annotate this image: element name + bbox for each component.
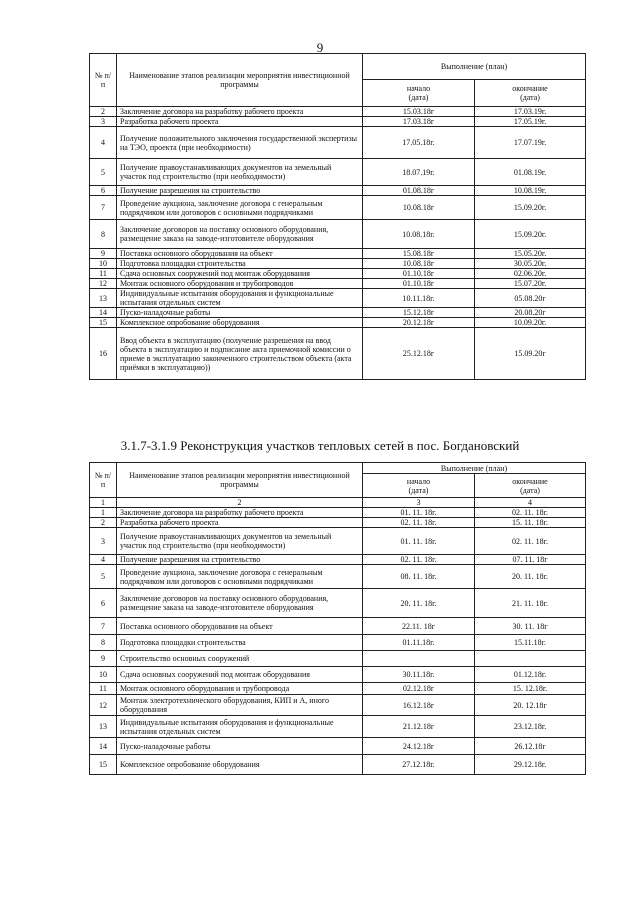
row-stage-name: Монтаж основного оборудования и трубопровода xyxy=(117,683,363,695)
row-start-date: 01.10.18г xyxy=(363,269,475,279)
row-number: 3 xyxy=(90,528,117,555)
row-end-date: 26.12.18г xyxy=(475,738,586,755)
schedule-table-1 xyxy=(89,53,586,380)
header-exec: Выполнение (план) xyxy=(363,54,586,80)
row-end-date: 15.09.20г xyxy=(475,328,586,380)
row-end-date: 02. 11. 18г. xyxy=(475,508,586,518)
table-row xyxy=(90,259,586,269)
table-row xyxy=(90,289,586,308)
table-row xyxy=(90,618,586,635)
row-stage-name: Получение разрешения на строительство xyxy=(117,555,363,565)
row-start-date: 15.12.18г xyxy=(363,308,475,318)
table-row xyxy=(90,635,586,651)
row-end-date: 15.11.18г. xyxy=(475,635,586,651)
row-stage-name: Подготовка площадки строительства xyxy=(117,635,363,651)
row-start-date: 20. 11. 18г. xyxy=(363,589,475,618)
row-end-date: 10.09.20г. xyxy=(475,318,586,328)
row-start-date: 30.11.18г. xyxy=(363,667,475,683)
header-exec: Выполнение (план) xyxy=(363,463,586,474)
header-end: окончание (дата) xyxy=(475,80,586,107)
row-number: 2 xyxy=(90,107,117,117)
row-end-date: 02.06.20г. xyxy=(475,269,586,279)
table-row xyxy=(90,159,586,186)
row-number: 13 xyxy=(90,289,117,308)
row-number: 9 xyxy=(90,249,117,259)
row-start-date: 01.08.18г xyxy=(363,186,475,196)
table-row xyxy=(90,695,586,716)
row-stage-name: Разработка рабочего проекта xyxy=(117,518,363,528)
row-end-date: 15. 11. 18г. xyxy=(475,518,586,528)
row-stage-name: Ввод объекта в эксплуатацию (получение разрешения на ввод объекта в эксплуатацию и подписание акта приемочной комиссии о приеме в эксплуатацию законченного строительством объекта (акта приёмки в эксплуатацию)) xyxy=(117,328,363,380)
table-row xyxy=(90,565,586,589)
row-stage-name: Сдача основных сооружений под монтаж оборудования xyxy=(117,667,363,683)
row-start-date: 17.05.18г. xyxy=(363,127,475,159)
header-start: начало (дата) xyxy=(363,474,475,498)
table-row xyxy=(90,667,586,683)
row-end-date: 15.09.20г. xyxy=(475,196,586,220)
row-end-date: 05.08.20г xyxy=(475,289,586,308)
row-end-date: 10.08.19г. xyxy=(475,186,586,196)
row-number: 10 xyxy=(90,259,117,269)
row-number: 3 xyxy=(90,117,117,127)
row-stage-name: Строительство основных сооружений xyxy=(117,651,363,667)
row-number: 8 xyxy=(90,635,117,651)
table-row xyxy=(90,279,586,289)
row-start-date: 02.12.18г xyxy=(363,683,475,695)
row-end-date: 20. 12.18г xyxy=(475,695,586,716)
row-start-date: 15.03.18г xyxy=(363,107,475,117)
row-start-date: 24.12.18г xyxy=(363,738,475,755)
row-number: 5 xyxy=(90,565,117,589)
row-start-date xyxy=(363,651,475,667)
row-end-date: 01.12.18г. xyxy=(475,667,586,683)
row-number: 7 xyxy=(90,618,117,635)
row-end-date xyxy=(475,651,586,667)
row-stage-name: Проведение аукциона, заключение договора с генеральным подрядчиком или договоров с основными подрядчиками xyxy=(117,565,363,589)
row-stage-name: Пуско-наладочные работы xyxy=(117,738,363,755)
header-start: начало (дата) xyxy=(363,80,475,107)
row-end-date: 20. 11. 18г. xyxy=(475,565,586,589)
row-start-date: 02. 11. 18г. xyxy=(363,518,475,528)
row-end-date: 30. 11. 18г xyxy=(475,618,586,635)
header-name: Наименование этапов реализации мероприятия инвестиционной программы xyxy=(117,463,363,498)
table-row xyxy=(90,249,586,259)
row-number: 11 xyxy=(90,269,117,279)
row-stage-name: Поставка основного оборудования на объект xyxy=(117,618,363,635)
table-row xyxy=(90,117,586,127)
row-end-date: 15.05.20г. xyxy=(475,249,586,259)
schedule-table-2 xyxy=(89,462,586,775)
row-number: 11 xyxy=(90,683,117,695)
table-row xyxy=(90,196,586,220)
table-row xyxy=(90,127,586,159)
table-row xyxy=(90,755,586,775)
row-start-date: 01.10.18г xyxy=(363,279,475,289)
row-end-date: 15.09.20г. xyxy=(475,220,586,249)
header-end: окончание (дата) xyxy=(475,474,586,498)
row-start-date: 10.08.18г xyxy=(363,259,475,269)
row-number: 2 xyxy=(90,518,117,528)
header-num: № п/п xyxy=(90,463,117,498)
row-start-date: 01. 11. 18г. xyxy=(363,528,475,555)
row-stage-name: Сдача основных сооружений под монтаж оборудования xyxy=(117,269,363,279)
row-start-date: 10.08.18г. xyxy=(363,220,475,249)
header-num: № п/п xyxy=(90,54,117,107)
table-row xyxy=(90,651,586,667)
table-row xyxy=(90,589,586,618)
row-end-date: 17.05.19г. xyxy=(475,117,586,127)
table-row xyxy=(90,308,586,318)
row-start-date: 10.11.18г. xyxy=(363,289,475,308)
header-name: Наименование этапов реализации мероприятия инвестиционной программы xyxy=(117,54,363,107)
row-start-date: 20.12.18г xyxy=(363,318,475,328)
row-start-date: 21.12.18г xyxy=(363,716,475,738)
row-stage-name: Заключение договоров на поставку основного оборудования, размещение заказа на заводе-изготовителе оборудования xyxy=(117,589,363,618)
row-stage-name: Подготовка площадки строительства xyxy=(117,259,363,269)
section-title: 3.1.7-3.1.9 Реконструкция участков тепловых сетей в пос. Богдановский xyxy=(120,438,520,453)
row-end-date: 23.12.18г. xyxy=(475,716,586,738)
table-row xyxy=(90,528,586,555)
row-stage-name: Поставка основного оборудования на объект xyxy=(117,249,363,259)
row-number: 4 xyxy=(90,127,117,159)
row-number: 12 xyxy=(90,279,117,289)
row-start-date: 15.08.18г xyxy=(363,249,475,259)
row-stage-name: Монтаж основного оборудования и трубопроводов xyxy=(117,279,363,289)
row-number: 6 xyxy=(90,186,117,196)
row-number: 5 xyxy=(90,159,117,186)
row-end-date: 01.08.19г. xyxy=(475,159,586,186)
row-number: 12 xyxy=(90,695,117,716)
row-number: 1 xyxy=(90,508,117,518)
row-stage-name: Разработка рабочего проекта xyxy=(117,117,363,127)
row-end-date: 30.05.20г. xyxy=(475,259,586,269)
row-end-date: 29.12.18г. xyxy=(475,755,586,775)
table-row xyxy=(90,318,586,328)
table-row xyxy=(90,555,586,565)
row-stage-name: Пуско-наладочные работы xyxy=(117,308,363,318)
table-row xyxy=(90,186,586,196)
row-end-date: 15.07.20г. xyxy=(475,279,586,289)
row-number: 10 xyxy=(90,667,117,683)
row-stage-name: Заключение договоров на поставку основного оборудования, размещение заказа на заводе-изготовителе оборудования xyxy=(117,220,363,249)
row-number: 6 xyxy=(90,589,117,618)
row-end-date: 07. 11. 18г xyxy=(475,555,586,565)
row-stage-name: Заключение договора на разработку рабочего проекта xyxy=(117,508,363,518)
table-row xyxy=(90,683,586,695)
table-row xyxy=(90,220,586,249)
row-end-date: 17.03.19г. xyxy=(475,107,586,117)
row-start-date: 16.12.18г xyxy=(363,695,475,716)
table-row xyxy=(90,738,586,755)
row-end-date: 20.08.20г xyxy=(475,308,586,318)
table-row xyxy=(90,328,586,380)
row-end-date: 02. 11. 18г. xyxy=(475,528,586,555)
row-stage-name: Получение правоустанавливающих документов на земельный участок под строительство (при необходимости) xyxy=(117,159,363,186)
row-start-date: 10.08.18г xyxy=(363,196,475,220)
row-stage-name: Получение правоустанавливающих документов на земельный участок под строительство (при необходимости) xyxy=(117,528,363,555)
column-number: 2 xyxy=(117,498,363,508)
row-start-date: 02. 11. 18г. xyxy=(363,555,475,565)
row-number: 14 xyxy=(90,308,117,318)
row-number: 13 xyxy=(90,716,117,738)
column-number: 1 xyxy=(90,498,117,508)
row-stage-name: Индивидуальные испытания оборудования и функциональные испытания отдельных систем xyxy=(117,716,363,738)
table-row xyxy=(90,518,586,528)
table-row xyxy=(90,107,586,117)
row-stage-name: Комплексное опробование оборудования xyxy=(117,755,363,775)
table-row xyxy=(90,508,586,518)
row-stage-name: Комплексное опробование оборудования xyxy=(117,318,363,328)
row-start-date: 22.11. 18г xyxy=(363,618,475,635)
row-end-date: 17.07.19г. xyxy=(475,127,586,159)
row-number: 15 xyxy=(90,755,117,775)
row-number: 4 xyxy=(90,555,117,565)
column-number: 4 xyxy=(475,498,586,508)
page-number: 9 xyxy=(316,40,324,55)
row-stage-name: Заключение договора на разработку рабочего проекта xyxy=(117,107,363,117)
row-number: 15 xyxy=(90,318,117,328)
row-start-date: 17.03.18г xyxy=(363,117,475,127)
row-number: 9 xyxy=(90,651,117,667)
table-row xyxy=(90,716,586,738)
row-start-date: 18.07.19г. xyxy=(363,159,475,186)
row-end-date: 21. 11. 18г. xyxy=(475,589,586,618)
column-number: 3 xyxy=(363,498,475,508)
table-row xyxy=(90,269,586,279)
row-stage-name: Монтаж электротехнического оборудования, КИП и А, иного оборудования xyxy=(117,695,363,716)
row-stage-name: Индивидуальные испытания оборудования и функциональные испытания отдельных систем xyxy=(117,289,363,308)
row-start-date: 01.11.18г. xyxy=(363,635,475,651)
row-start-date: 25.12.18г xyxy=(363,328,475,380)
row-number: 16 xyxy=(90,328,117,380)
row-number: 14 xyxy=(90,738,117,755)
row-number: 8 xyxy=(90,220,117,249)
row-start-date: 01. 11. 18г. xyxy=(363,508,475,518)
row-stage-name: Получение разрешения на строительство xyxy=(117,186,363,196)
row-start-date: 27.12.18г. xyxy=(363,755,475,775)
row-number: 7 xyxy=(90,196,117,220)
row-start-date: 08. 11. 18г. xyxy=(363,565,475,589)
row-end-date: 15. 12.18г. xyxy=(475,683,586,695)
row-stage-name: Получение положительного заключения государственной экспертизы на ТЭО, проекта (при необходимости) xyxy=(117,127,363,159)
row-stage-name: Проведение аукциона, заключение договора с генеральным подрядчиком или договоров с основными подрядчиками xyxy=(117,196,363,220)
